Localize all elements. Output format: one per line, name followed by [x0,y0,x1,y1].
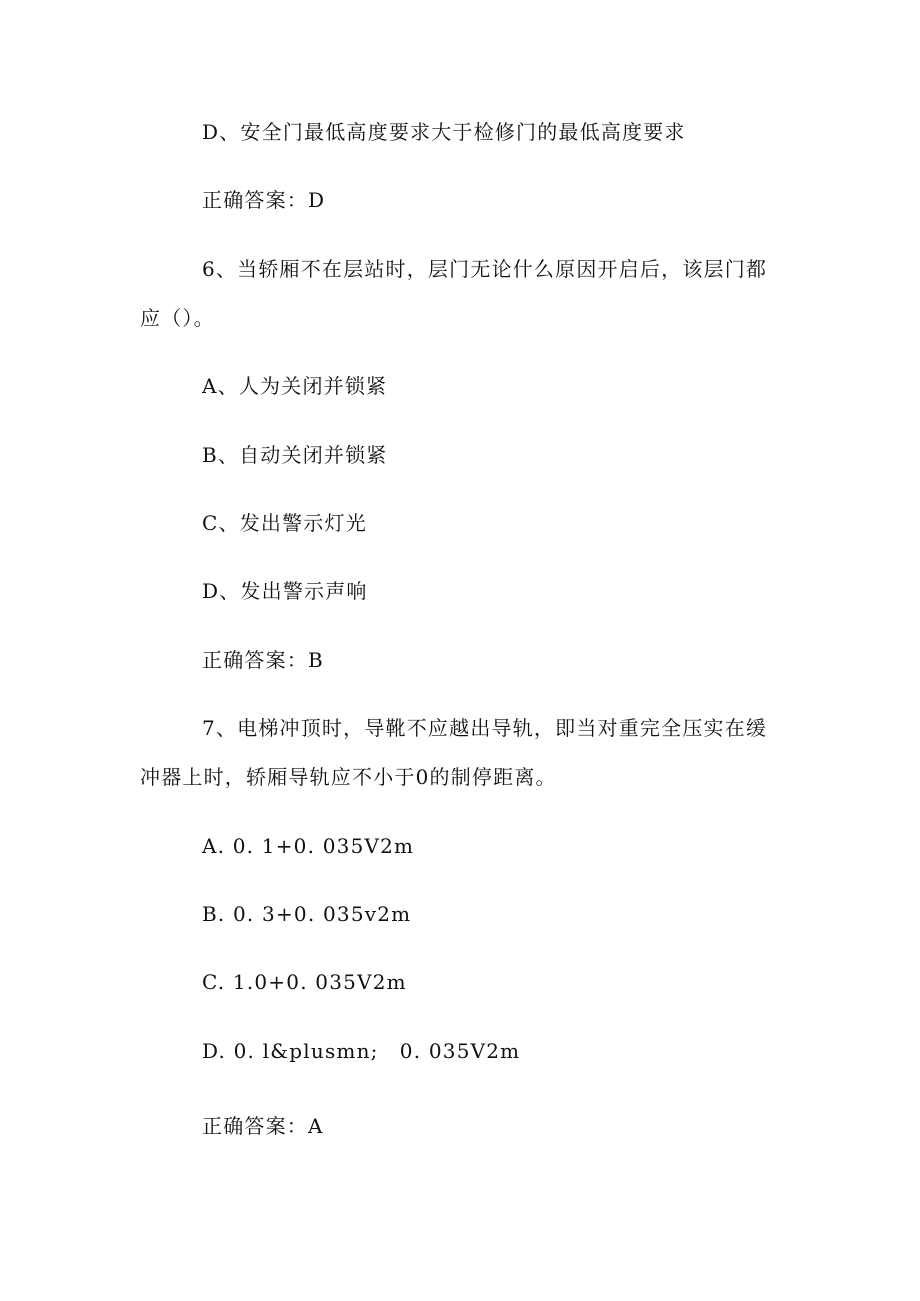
q7-answer: 正确答案：A [202,1114,324,1138]
q7-stem-line1: 7、电梯冲顶时，导靴不应越出导轨，即当对重完全压实在缓 [202,716,768,740]
q6-stem-line2: 应（）。 [140,306,215,330]
q6-stem-line1: 6、当轿厢不在层站时，层门无论什么原因开启后，该层门都 [202,257,768,281]
q7-option-b: B. 0. 3+0. 035v2m [202,902,412,926]
q7-option-a: A. 0. 1+0. 035V2m [202,834,415,858]
q5-option-d: D、安全门最低高度要求大于检修门的最低高度要求 [202,120,686,144]
q6-answer: 正确答案：B [202,648,324,672]
q6-option-c: C、发出警示灯光 [202,511,367,535]
q7-stem-line2: 冲器上时，轿厢导轨应不小于0的制停距离。 [140,765,557,789]
q7-option-c: C. 1.0+0. 035V2m [202,970,407,994]
q6-option-a: A、人为关闭并锁紧 [202,374,388,398]
q7-option-d: D. 0. l&plusmn; 0. 035V2m [202,1039,521,1063]
q6-option-b: B、自动关闭并锁紧 [202,443,388,467]
q5-answer: 正确答案：D [202,188,326,212]
q6-option-d: D、发出警示声响 [202,579,368,603]
